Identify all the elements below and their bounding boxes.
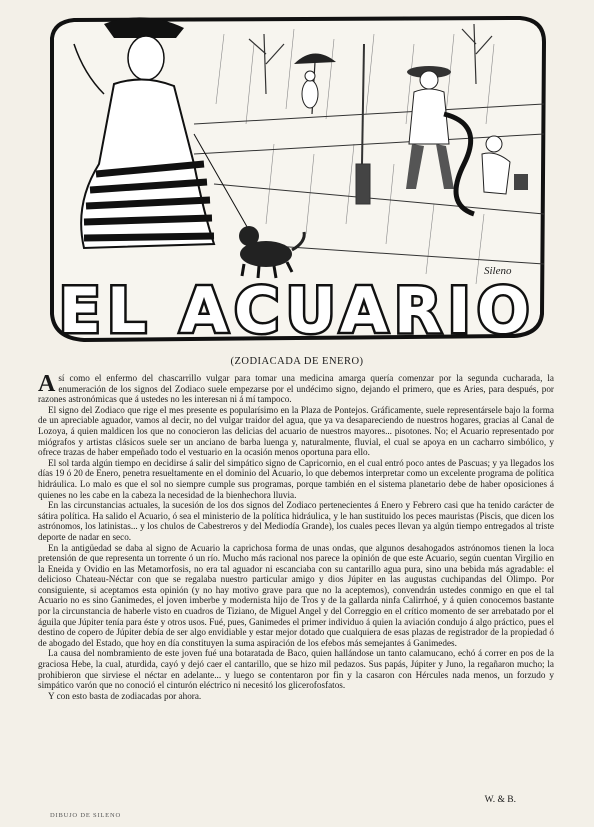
paragraph: El sol tarda algún tiempo en decidirse á salir del simpático signo de Capricornio, en el cual entró poco antes de Pascuas; y ya llegados los días 19 ó 20 de Enero, penetra resueltamente en el dominio del Acuario, lo que debemos interpretar como un excelente programa de política hidráulica. Lo malo es que el sol no siempre cumple sus programas, porque también en el sistema planetario debe de haber oposiciones á quienes no les cabe en la cabeza la necesidad de la bienhechora lluvia. (38, 457, 554, 500)
article-body (38, 373, 554, 701)
paragraph: En la antigüedad se daba al signo de Acuario la caprichosa forma de unas ondas, que algunos desahogados astrónomos tienen la loca pretensión de que representa un torrente ó un río. Mucho más racional nos parece la opinión de que este Acuario, según cuentan Virgilio en la Eneida y Ovidio en las Metamorfosis, no era tal aguador ni escanciaba con su cantarillo agua pura, sino una bebida más agradable: el delicioso Chateau-Néctar con que se regalaba nuestro particular amigo y dios Júpiter en las augustas cuchipandas del Olimpo. Por consiguiente, si aceptamos esta opinión (y no hay motivo grave para que no la aceptemos), convendrán ustedes conmigo en que el tal Acuario no es sino Ganimedes, el joven imberbe y modernista hijo de Tros y de la gallarda ninfa Calirrhoé, y á quien conocemos bastante por la circunstancia de haberle visto en cuadros de Tiziano, de Miguel Angel y del Correggio en el crítico momento de ser arrebatado por el águila que Júpiter tenía para éste y otros usos. Fué, pues, Ganimedes el primer individuo á quien la aviación condujo á algo práctico, pues el destino de copero de Júpiter debía de ser algo envidiable y estar mejor dotado que cualquiera de esas plazas de registrador de la propiedad ó de abogado del Estado, que hoy en día constituyen la suma aspiración de los efebos más semejantes á Ganimedes. (38, 542, 554, 648)
title-art-text: EL ACUARIO (58, 274, 536, 346)
paragraph (38, 373, 554, 405)
drop-cap: A (38, 371, 56, 397)
paragraph: Y con esto basta de zodiacadas por ahora. (48, 690, 202, 701)
title-art (59, 274, 536, 346)
paragraph: En las circunstancias actuales, la sucesión de los dos signos del Zodiaco pertenecientes á Enero y Febrero casi que ha tenido carácter de sátira política. Ha salido el Acuario, ó sea el ministerio de la política hidráulica, y le han sustituido los peces mauristas (Piscis, que dicen los astrónomos, los latinistas... y los chulos de Cabestreros y del Mediodía Grande), los cuales peces llevan ya algún tiempo entregados al triste deporte de nadar en seco. (38, 500, 554, 542)
header-illustration (44, 14, 550, 346)
subtitle: (ZODIACADA DE ENERO) (230, 356, 364, 367)
aquarius-cartoon (44, 14, 550, 346)
paragraph: El signo del Zodiaco que rige el mes presente es popularísimo en la Plaza de Pontejos. Gráficamente, suele representársele bajo la forma de un apreciable aguador, vamos al decir, no del vulgar traidor del agua, que ya va desapareciendo de nuestros hogares, gracias al Canal de Lozoya, á quien maldicen los que no conocieron las delicias del acuario de nuestros mayores... pisotones. No; el Acuario representado por miógrafos y artistas clásicos suele ser un anciano de barba luenga y, naturalmente, fluvial, el cual se apoya en un cacharro simbólico, y ofrece trazas de haber empeñado todo el vestuario en la ocasión menos oportuna para ello. (38, 404, 554, 458)
artist-signature: Sileno (484, 265, 512, 277)
paragraph-text: sí como el enfermo del chascarrillo vulgar para tomar una medicina amarga quería comenzar por la segunda cucharada, la enumeración de los signos del Zodiaco suele empezarse por el undécimo signo, dejando el primero, que es Aries, para después, por razones astronómicas que á ustedes no les interesan ni á mí tampoco. (38, 373, 554, 405)
author-signature: W. & B. (484, 795, 516, 805)
paragraph: La causa del nombramiento de este joven fué una botaratada de Baco, quien hallándose un tanto calamucano, echó á correr en pos de la graciosa Hebe, la cual, aturdida, cayó y dejó caer el cantarillo, que se hizo mil pedazos. Sus papás, Júpiter y Juno, la regañaron mucho; la prohibieron que sirviese el néctar en adelante... y luego se contentaron por fin y la casaron con Hércules nada menos, un forzudo y simpático varón que no conoció el cinturón eléctrico ni necesitó los glicerofosfatos. (38, 648, 554, 691)
illustration-credit: DIBUJO DE SILENO (50, 812, 121, 819)
